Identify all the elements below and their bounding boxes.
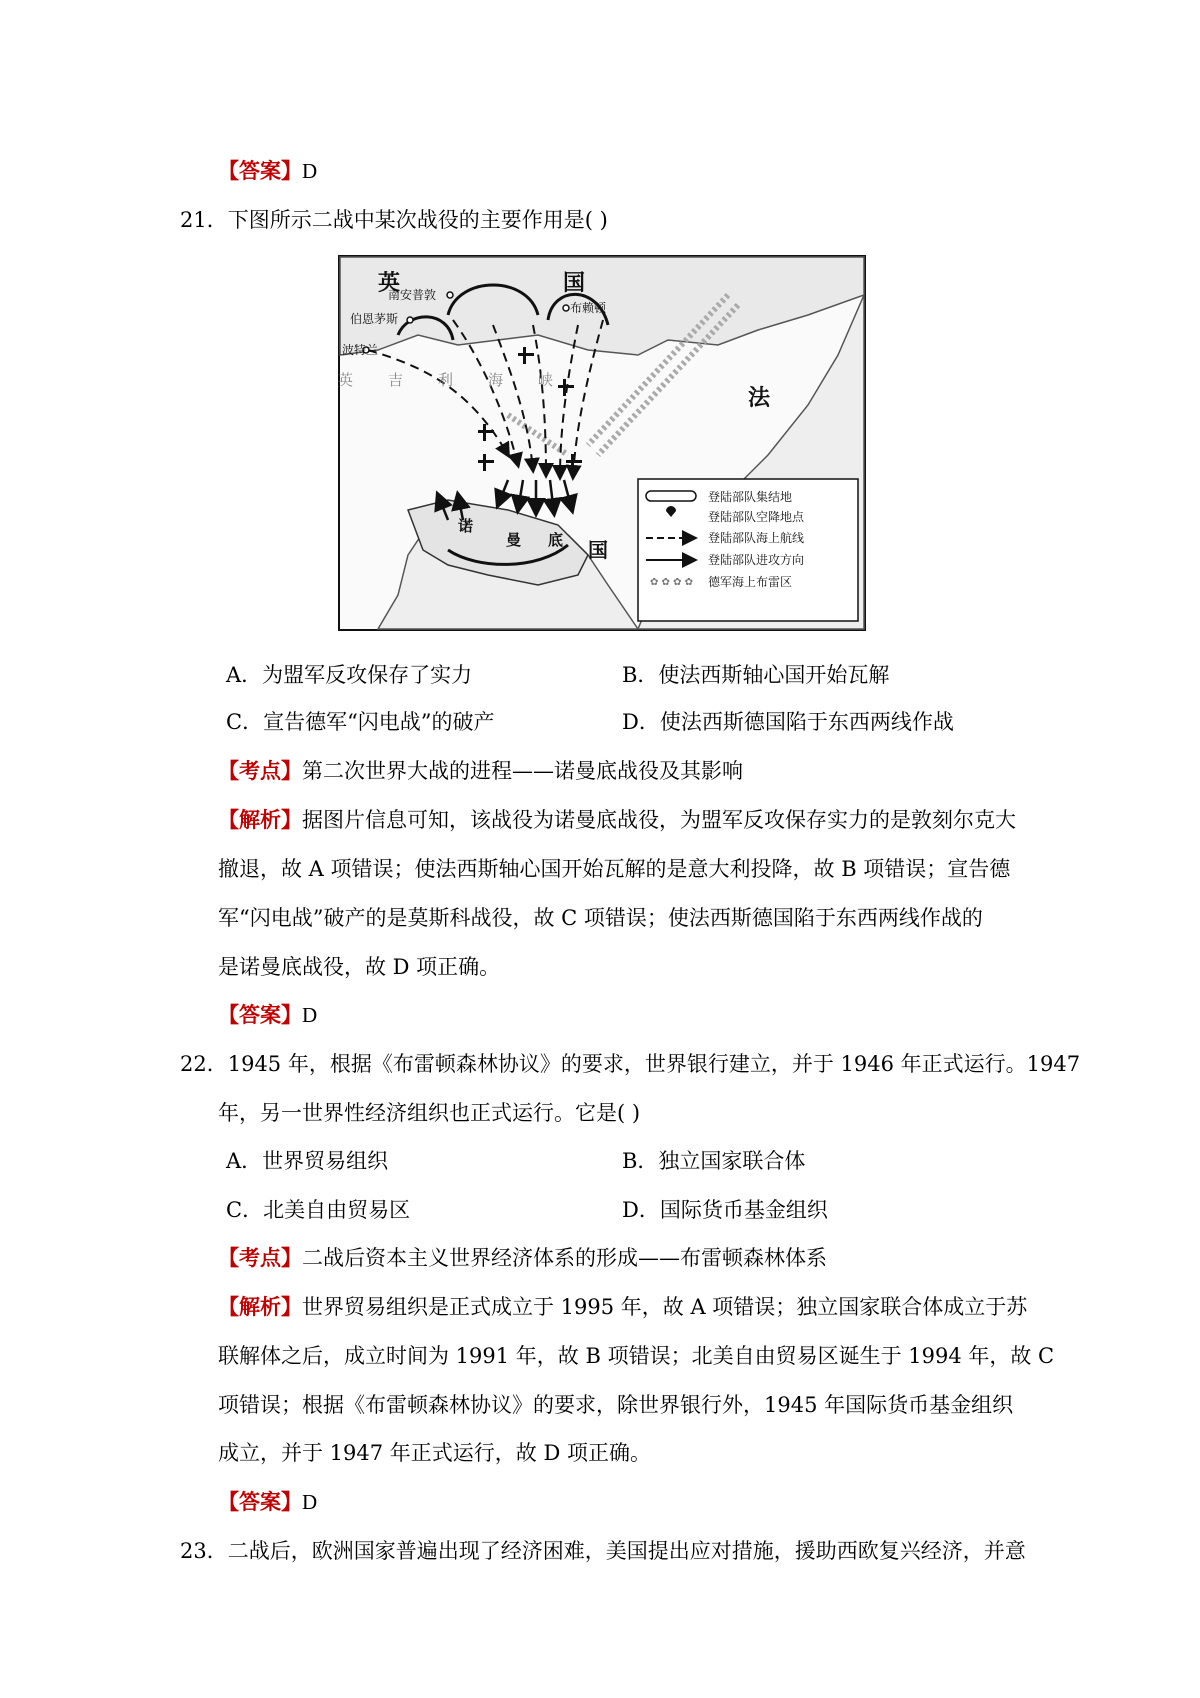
- q22-option-a: A．世界贸易组织: [226, 1149, 389, 1173]
- map-label-channel-2: 吉: [388, 371, 404, 389]
- answer-tag: 【答案】: [218, 158, 302, 183]
- kaodian-text: 二战后资本主义世界经济体系的形成——布雷顿森林体系: [302, 1246, 827, 1270]
- q21-option-b: B．使法西斯轴心国开始瓦解: [622, 663, 890, 687]
- map-label-england-1: 英: [378, 271, 401, 296]
- legend-assembly: 登陆部队集结地: [708, 490, 793, 504]
- legend-minefield: 德军海上布雷区: [708, 575, 793, 589]
- q21-answer: [218, 1000, 317, 1030]
- q21-option-c: C．宣告德军“闪电战”的破产: [226, 710, 495, 734]
- map-label-france-1: 法: [748, 386, 771, 411]
- map-label-channel-3: 利: [438, 371, 454, 389]
- q21-jiexi-line-1: [218, 805, 1016, 835]
- map-label-france-2: 国: [588, 538, 608, 562]
- legend-attack: 登陆部队进攻方向: [708, 553, 805, 567]
- map-label-normandy-3: 底: [548, 531, 564, 549]
- q21-option-d: D．使法西斯德国陷于东西两线作战: [622, 710, 954, 734]
- q22-stem-line-2: 年，另一世界性经济组织也正式运行。它是( ): [218, 1101, 641, 1125]
- q22-jiexi-line-4: 成立，并于 1947 年正式运行，故 D 项正确。: [218, 1441, 651, 1465]
- q21-kaodian: [218, 756, 743, 786]
- answer-line-prev: [218, 156, 317, 186]
- jiexi-tag: 【解析】: [218, 807, 302, 832]
- q22-answer: [218, 1487, 317, 1517]
- answer-value: D: [302, 1003, 318, 1027]
- q22-option-d: D．国际货币基金组织: [622, 1198, 828, 1222]
- svg-text:✿ ✿ ✿ ✿: ✿ ✿ ✿ ✿: [650, 577, 694, 588]
- legend-airdrop: 登陆部队空降地点: [708, 510, 805, 524]
- q22-jiexi-line-1: [218, 1292, 1027, 1322]
- q23-stem: 23．二战后，欧洲国家普遍出现了经济困难，美国提出应对措施，援助西欧复兴经济，并意: [180, 1539, 1026, 1563]
- q21-option-a: A．为盟军反攻保存了实力: [226, 663, 473, 687]
- kaodian-text: 第二次世界大战的进程——诺曼底战役及其影响: [302, 759, 743, 783]
- map-label-channel-5: 峡: [538, 371, 554, 389]
- answer-tag: 【答案】: [218, 1002, 302, 1027]
- map-label-normandy-1: 诺: [458, 517, 474, 535]
- answer-value: D: [302, 159, 318, 183]
- map-label-bournemouth: 伯恩茅斯: [350, 312, 399, 326]
- legend-sea-route: 登陆部队海上航线: [708, 531, 805, 545]
- answer-value: D: [302, 1490, 318, 1514]
- q21-jiexi-line-4: 是诺曼底战役，故 D 项正确。: [218, 955, 501, 979]
- map-label-southampton: 南安普敦: [388, 288, 437, 302]
- q21-jiexi-line-3: 军“闪电战”破产的是莫斯科战役，故 C 项错误；使法西斯德国陷于东西两线作战的: [218, 906, 983, 930]
- kaodian-tag: 【考点】: [218, 758, 302, 783]
- q22-option-b: B．独立国家联合体: [622, 1149, 806, 1173]
- answer-tag: 【答案】: [218, 1489, 302, 1514]
- q22-option-c: C．北美自由贸易区: [226, 1198, 411, 1222]
- map-label-england-2: 国: [563, 271, 586, 296]
- q22-jiexi-line-3: 项错误；根据《布雷顿森林协议》的要求，除世界银行外，1945 年国际货币基金组织: [218, 1393, 1014, 1417]
- jiexi-text: 世界贸易组织是正式成立于 1995 年，故 A 项错误；独立国家联合体成立于苏: [302, 1295, 1028, 1319]
- map-label-channel-1: 英: [338, 371, 354, 389]
- map-label-portland: 波特兰: [342, 343, 379, 357]
- jiexi-text: 据图片信息可知，该战役为诺曼底战役，为盟军反攻保存实力的是敦刻尔克大: [302, 808, 1016, 832]
- jiexi-tag: 【解析】: [218, 1294, 302, 1319]
- q22-kaodian: [218, 1243, 827, 1273]
- q22-stem-line-1: 22．1945 年，根据《布雷顿森林协议》的要求，世界银行建立，并于 1946 年正式运行。1947: [180, 1052, 1081, 1076]
- q21-jiexi-line-2: 撤退，故 A 项错误；使法西斯轴心国开始瓦解的是意大利投降，故 B 项错误；宣告德: [218, 857, 1011, 881]
- map-label-brighton: 布赖顿: [570, 301, 607, 315]
- map-label-normandy-2: 曼: [506, 531, 522, 549]
- map-label-channel-4: 海: [488, 371, 504, 389]
- q21-stem: 21．下图所示二战中某次战役的主要作用是( ): [180, 208, 608, 232]
- normandy-map: [338, 255, 866, 631]
- kaodian-tag: 【考点】: [218, 1245, 302, 1270]
- q22-jiexi-line-2: 联解体之后，成立时间为 1991 年，故 B 项错误；北美自由贸易区诞生于 1994 年，故 C: [218, 1344, 1055, 1368]
